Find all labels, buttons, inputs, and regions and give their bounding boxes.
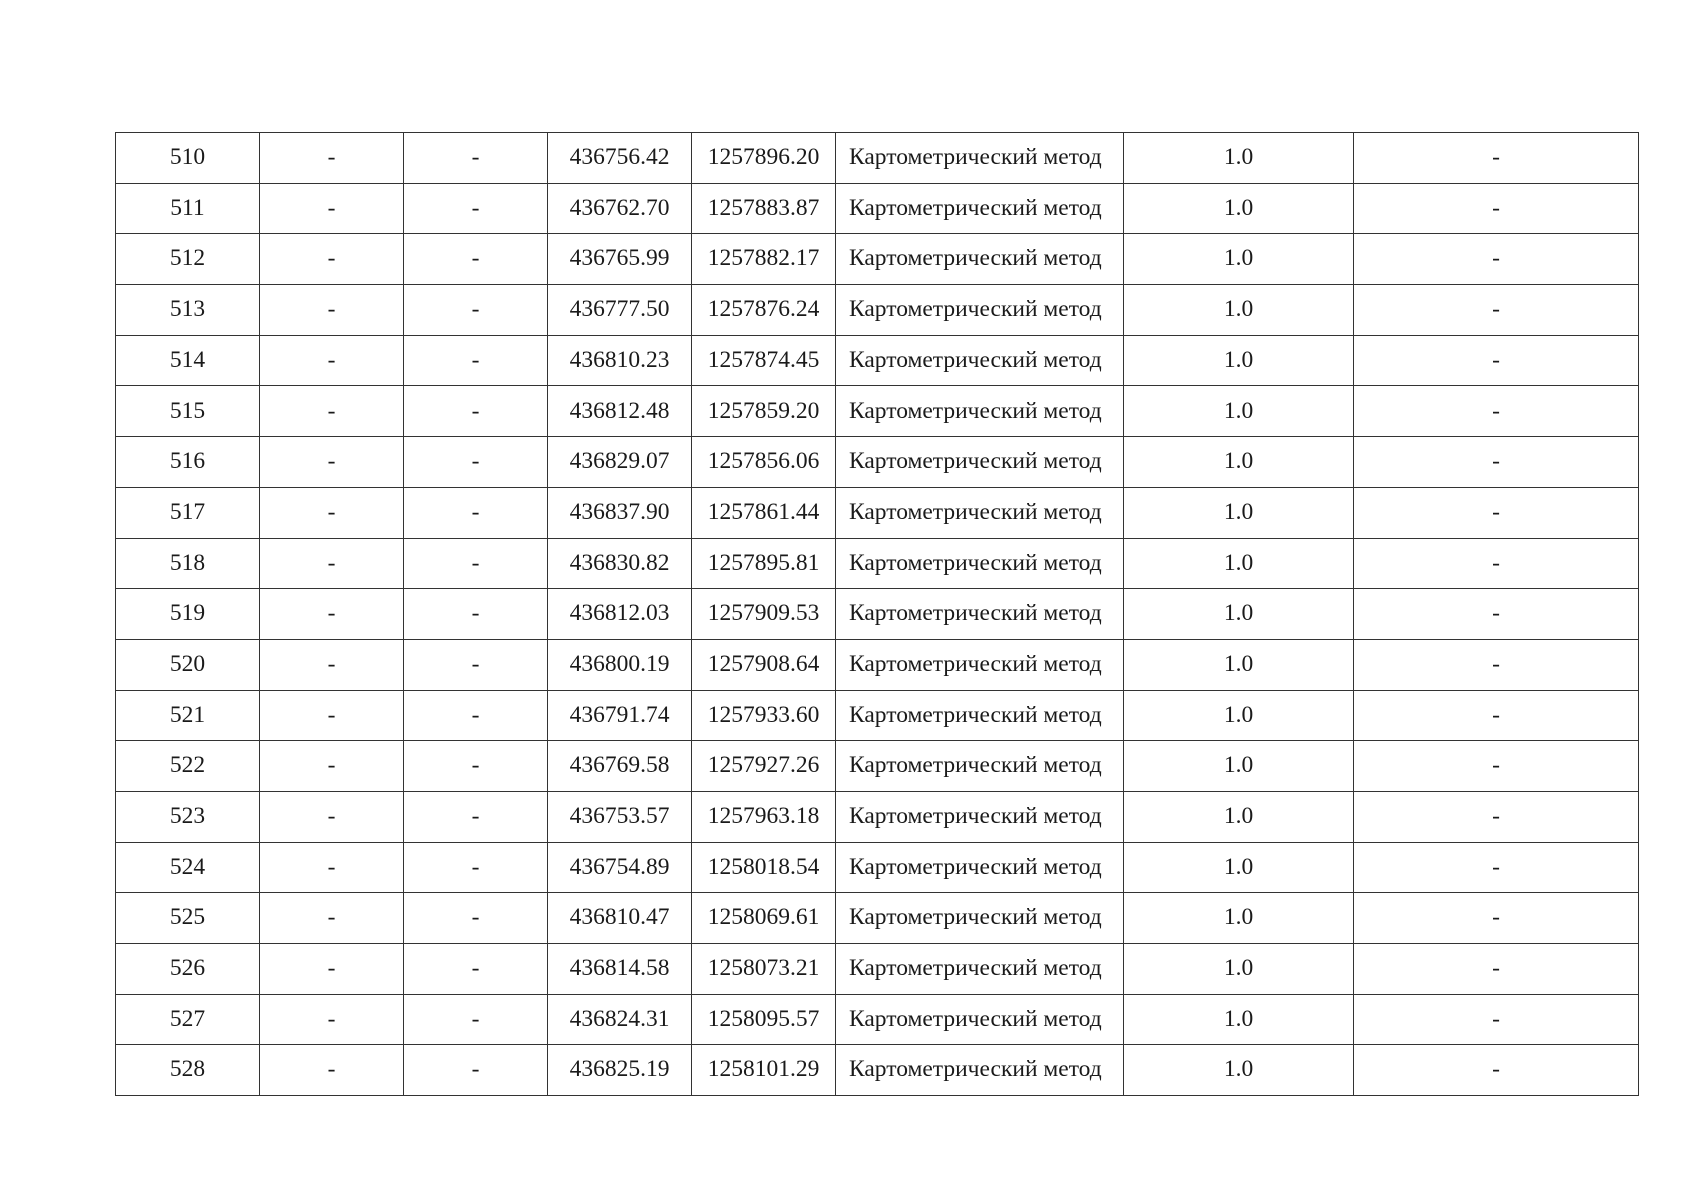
method-cell: Картометрический метод: [836, 741, 1124, 792]
method-cell: Картометрический метод: [836, 386, 1124, 437]
old-y-cell: -: [404, 639, 548, 690]
old-x-cell: -: [260, 741, 404, 792]
accuracy-cell: 1.0: [1124, 741, 1354, 792]
x-coordinate-cell: 436810.23: [548, 335, 692, 386]
description-cell: -: [1354, 234, 1639, 285]
old-x-cell: -: [260, 842, 404, 893]
description-cell: -: [1354, 386, 1639, 437]
accuracy-cell: 1.0: [1124, 538, 1354, 589]
old-y-cell: -: [404, 183, 548, 234]
y-coordinate-cell: 1257963.18: [692, 791, 836, 842]
x-coordinate-cell: 436814.58: [548, 944, 692, 995]
description-cell: -: [1354, 437, 1639, 488]
x-coordinate-cell: 436824.31: [548, 994, 692, 1045]
y-coordinate-cell: 1257909.53: [692, 589, 836, 640]
x-coordinate-cell: 436810.47: [548, 893, 692, 944]
old-y-cell: -: [404, 538, 548, 589]
old-y-cell: -: [404, 234, 548, 285]
point-number-cell: 523: [116, 791, 260, 842]
description-cell: -: [1354, 183, 1639, 234]
x-coordinate-cell: 436800.19: [548, 639, 692, 690]
old-y-cell: -: [404, 994, 548, 1045]
accuracy-cell: 1.0: [1124, 1045, 1354, 1096]
point-number-cell: 514: [116, 335, 260, 386]
point-number-cell: 518: [116, 538, 260, 589]
old-x-cell: -: [260, 386, 404, 437]
old-x-cell: -: [260, 335, 404, 386]
method-cell: Картометрический метод: [836, 893, 1124, 944]
description-cell: -: [1354, 335, 1639, 386]
table-row: [116, 893, 1639, 944]
table-body: [116, 133, 1639, 1096]
table-row: [116, 386, 1639, 437]
description-cell: -: [1354, 538, 1639, 589]
table-row: [116, 335, 1639, 386]
y-coordinate-cell: 1257927.26: [692, 741, 836, 792]
table-row: [116, 741, 1639, 792]
y-coordinate-cell: 1257859.20: [692, 386, 836, 437]
description-cell: -: [1354, 1045, 1639, 1096]
point-number-cell: 517: [116, 487, 260, 538]
method-cell: Картометрический метод: [836, 690, 1124, 741]
method-cell: Картометрический метод: [836, 791, 1124, 842]
table-row: [116, 994, 1639, 1045]
description-cell: -: [1354, 133, 1639, 184]
point-number-cell: 520: [116, 639, 260, 690]
description-cell: -: [1354, 690, 1639, 741]
y-coordinate-cell: 1257874.45: [692, 335, 836, 386]
table-row: [116, 690, 1639, 741]
point-number-cell: 525: [116, 893, 260, 944]
accuracy-cell: 1.0: [1124, 234, 1354, 285]
method-cell: Картометрический метод: [836, 133, 1124, 184]
old-y-cell: -: [404, 791, 548, 842]
table-row: [116, 944, 1639, 995]
point-number-cell: 521: [116, 690, 260, 741]
description-cell: -: [1354, 791, 1639, 842]
description-cell: -: [1354, 944, 1639, 995]
description-cell: -: [1354, 994, 1639, 1045]
method-cell: Картометрический метод: [836, 944, 1124, 995]
table-row: [116, 639, 1639, 690]
y-coordinate-cell: 1257856.06: [692, 437, 836, 488]
x-coordinate-cell: 436753.57: [548, 791, 692, 842]
table-row: [116, 1045, 1639, 1096]
old-x-cell: -: [260, 183, 404, 234]
method-cell: Картометрический метод: [836, 183, 1124, 234]
point-number-cell: 515: [116, 386, 260, 437]
x-coordinate-cell: 436769.58: [548, 741, 692, 792]
x-coordinate-cell: 436837.90: [548, 487, 692, 538]
old-y-cell: -: [404, 487, 548, 538]
table-row: [116, 791, 1639, 842]
x-coordinate-cell: 436825.19: [548, 1045, 692, 1096]
old-y-cell: -: [404, 944, 548, 995]
y-coordinate-cell: 1258101.29: [692, 1045, 836, 1096]
method-cell: Картометрический метод: [836, 842, 1124, 893]
x-coordinate-cell: 436812.48: [548, 386, 692, 437]
method-cell: Картометрический метод: [836, 1045, 1124, 1096]
accuracy-cell: 1.0: [1124, 487, 1354, 538]
accuracy-cell: 1.0: [1124, 285, 1354, 336]
table-row: [116, 538, 1639, 589]
point-number-cell: 526: [116, 944, 260, 995]
accuracy-cell: 1.0: [1124, 842, 1354, 893]
accuracy-cell: 1.0: [1124, 133, 1354, 184]
old-y-cell: -: [404, 285, 548, 336]
accuracy-cell: 1.0: [1124, 944, 1354, 995]
y-coordinate-cell: 1258095.57: [692, 994, 836, 1045]
y-coordinate-cell: 1257883.87: [692, 183, 836, 234]
x-coordinate-cell: 436829.07: [548, 437, 692, 488]
y-coordinate-cell: 1258018.54: [692, 842, 836, 893]
old-y-cell: -: [404, 741, 548, 792]
old-x-cell: -: [260, 791, 404, 842]
table-row: [116, 487, 1639, 538]
y-coordinate-cell: 1257896.20: [692, 133, 836, 184]
x-coordinate-cell: 436812.03: [548, 589, 692, 640]
method-cell: Картометрический метод: [836, 335, 1124, 386]
table-row: [116, 234, 1639, 285]
description-cell: -: [1354, 639, 1639, 690]
old-y-cell: -: [404, 842, 548, 893]
accuracy-cell: 1.0: [1124, 335, 1354, 386]
y-coordinate-cell: 1257933.60: [692, 690, 836, 741]
old-x-cell: -: [260, 639, 404, 690]
x-coordinate-cell: 436756.42: [548, 133, 692, 184]
description-cell: -: [1354, 487, 1639, 538]
method-cell: Картометрический метод: [836, 234, 1124, 285]
old-y-cell: -: [404, 589, 548, 640]
old-y-cell: -: [404, 893, 548, 944]
x-coordinate-cell: 436830.82: [548, 538, 692, 589]
old-x-cell: -: [260, 944, 404, 995]
point-number-cell: 511: [116, 183, 260, 234]
table-row: [116, 183, 1639, 234]
x-coordinate-cell: 436762.70: [548, 183, 692, 234]
x-coordinate-cell: 436754.89: [548, 842, 692, 893]
method-cell: Картометрический метод: [836, 487, 1124, 538]
accuracy-cell: 1.0: [1124, 437, 1354, 488]
point-number-cell: 528: [116, 1045, 260, 1096]
method-cell: Картометрический метод: [836, 437, 1124, 488]
accuracy-cell: 1.0: [1124, 690, 1354, 741]
accuracy-cell: 1.0: [1124, 893, 1354, 944]
old-y-cell: -: [404, 335, 548, 386]
old-x-cell: -: [260, 437, 404, 488]
method-cell: Картометрический метод: [836, 285, 1124, 336]
method-cell: Картометрический метод: [836, 639, 1124, 690]
accuracy-cell: 1.0: [1124, 589, 1354, 640]
x-coordinate-cell: 436777.50: [548, 285, 692, 336]
old-x-cell: -: [260, 1045, 404, 1096]
y-coordinate-cell: 1257882.17: [692, 234, 836, 285]
table-row: [116, 589, 1639, 640]
point-number-cell: 524: [116, 842, 260, 893]
old-x-cell: -: [260, 538, 404, 589]
old-x-cell: -: [260, 589, 404, 640]
point-number-cell: 516: [116, 437, 260, 488]
table-row: [116, 285, 1639, 336]
x-coordinate-cell: 436791.74: [548, 690, 692, 741]
table-row: [116, 437, 1639, 488]
method-cell: Картометрический метод: [836, 538, 1124, 589]
old-x-cell: -: [260, 690, 404, 741]
old-y-cell: -: [404, 133, 548, 184]
point-number-cell: 513: [116, 285, 260, 336]
accuracy-cell: 1.0: [1124, 994, 1354, 1045]
table-row: [116, 133, 1639, 184]
old-x-cell: -: [260, 133, 404, 184]
description-cell: -: [1354, 285, 1639, 336]
y-coordinate-cell: 1257876.24: [692, 285, 836, 336]
point-number-cell: 512: [116, 234, 260, 285]
old-y-cell: -: [404, 386, 548, 437]
old-x-cell: -: [260, 285, 404, 336]
point-number-cell: 527: [116, 994, 260, 1045]
description-cell: -: [1354, 893, 1639, 944]
old-x-cell: -: [260, 893, 404, 944]
y-coordinate-cell: 1258069.61: [692, 893, 836, 944]
point-number-cell: 522: [116, 741, 260, 792]
x-coordinate-cell: 436765.99: [548, 234, 692, 285]
description-cell: -: [1354, 741, 1639, 792]
coordinates-table: [115, 132, 1639, 1096]
old-x-cell: -: [260, 234, 404, 285]
y-coordinate-cell: 1257908.64: [692, 639, 836, 690]
description-cell: -: [1354, 589, 1639, 640]
y-coordinate-cell: 1258073.21: [692, 944, 836, 995]
old-x-cell: -: [260, 487, 404, 538]
accuracy-cell: 1.0: [1124, 386, 1354, 437]
table-row: [116, 842, 1639, 893]
method-cell: Картометрический метод: [836, 994, 1124, 1045]
old-y-cell: -: [404, 437, 548, 488]
accuracy-cell: 1.0: [1124, 639, 1354, 690]
accuracy-cell: 1.0: [1124, 791, 1354, 842]
old-y-cell: -: [404, 690, 548, 741]
method-cell: Картометрический метод: [836, 589, 1124, 640]
old-x-cell: -: [260, 994, 404, 1045]
description-cell: -: [1354, 842, 1639, 893]
y-coordinate-cell: 1257861.44: [692, 487, 836, 538]
y-coordinate-cell: 1257895.81: [692, 538, 836, 589]
point-number-cell: 510: [116, 133, 260, 184]
old-y-cell: -: [404, 1045, 548, 1096]
accuracy-cell: 1.0: [1124, 183, 1354, 234]
point-number-cell: 519: [116, 589, 260, 640]
